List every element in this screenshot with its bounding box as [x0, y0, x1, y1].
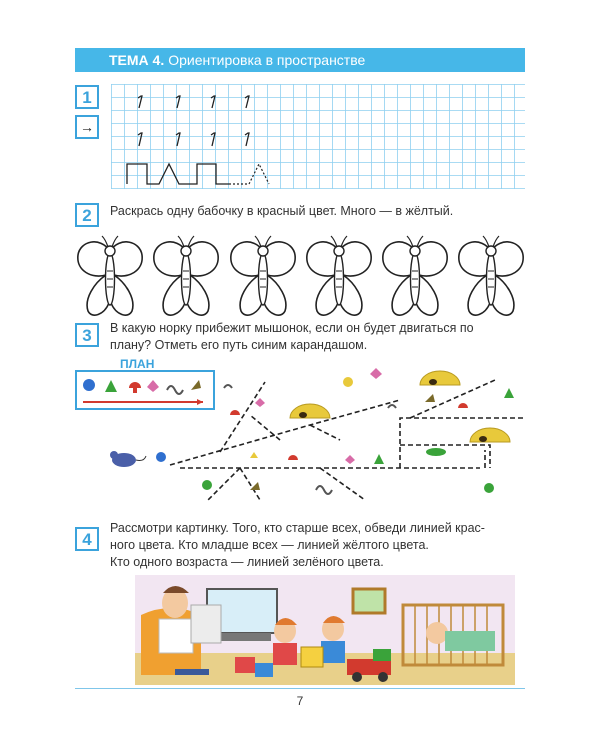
butterfly-icon	[255, 398, 265, 407]
stick-pattern-row-2	[138, 133, 249, 146]
toy-block	[301, 647, 323, 667]
task-2-number: 2	[75, 203, 99, 227]
tree-icon	[374, 454, 384, 464]
baby	[426, 622, 448, 644]
task-3-number: 3	[75, 323, 99, 347]
flower-icon	[343, 377, 353, 387]
worm-icon	[388, 405, 396, 408]
task-1-grid	[111, 84, 525, 190]
task-2-text: Раскрась одну бабочку в красный цвет. Много — в жёлтый.	[110, 204, 454, 218]
butterfly-3	[231, 236, 295, 315]
butterfly-1	[78, 236, 142, 315]
worm-icon	[224, 385, 232, 388]
page-number: 7	[296, 694, 304, 708]
wall-picture	[353, 589, 385, 613]
newspaper	[191, 605, 221, 643]
butterfly-icon	[370, 368, 382, 379]
toy-block	[235, 657, 255, 673]
task-1-number: 1	[75, 85, 99, 109]
butterfly-6	[459, 236, 523, 315]
footer-rule	[75, 688, 525, 689]
family-illustration	[135, 575, 515, 685]
task-3-text	[110, 320, 474, 354]
butterflies	[75, 235, 525, 315]
worm-icon	[316, 486, 332, 494]
task-4-number: 4	[75, 527, 99, 551]
flower-icon	[250, 452, 258, 458]
task-3-line-1: В какую норку прибежит мышонок, если он будет двигаться по	[110, 321, 474, 335]
shape-pattern	[127, 164, 229, 184]
mushroom-icon	[458, 403, 468, 408]
topic-header	[75, 48, 525, 72]
dragonfly-icon	[250, 482, 260, 490]
task-3-line-2: плану? Отметь его путь синим карандашом.	[110, 338, 368, 352]
tree-icon	[202, 480, 212, 490]
task-4-line-3: Кто одного возраста — линией зелёного цвета.	[110, 555, 384, 569]
flower-icon	[156, 452, 166, 462]
topic-title: Ориентировка в пространстве	[168, 52, 366, 68]
task-4-text	[110, 520, 525, 571]
mushroom-icon	[230, 410, 240, 415]
task-4-line-2: ного цвета. Кто младше всех — линией жёлтого цвета.	[110, 538, 429, 552]
task-4-line-1: Рассмотри картинку. Того, кто старше всех, обведи линией крас-	[110, 521, 485, 535]
arrow-right-icon: →	[75, 115, 99, 139]
toy-block	[255, 663, 273, 677]
tree-icon	[484, 483, 494, 493]
dragonfly-icon	[425, 394, 435, 402]
caterpillar-icon	[426, 448, 446, 456]
mouse-icon	[110, 451, 146, 467]
burrow-icon	[420, 371, 460, 385]
burrow-icon	[470, 428, 510, 442]
shape-pattern-dotted	[229, 164, 269, 184]
tree-icon	[504, 388, 514, 398]
butterfly-2	[154, 236, 218, 315]
mushroom-icon	[288, 455, 298, 460]
butterfly-5	[383, 236, 447, 315]
plan-label: ПЛАН	[120, 357, 155, 371]
butterfly-icon	[345, 455, 355, 464]
maze-paths	[100, 360, 530, 510]
topic-number: ТЕМА 4.	[109, 52, 165, 68]
butterfly-4	[307, 236, 371, 315]
flower-icon	[83, 379, 95, 391]
burrow-icon	[290, 404, 330, 418]
